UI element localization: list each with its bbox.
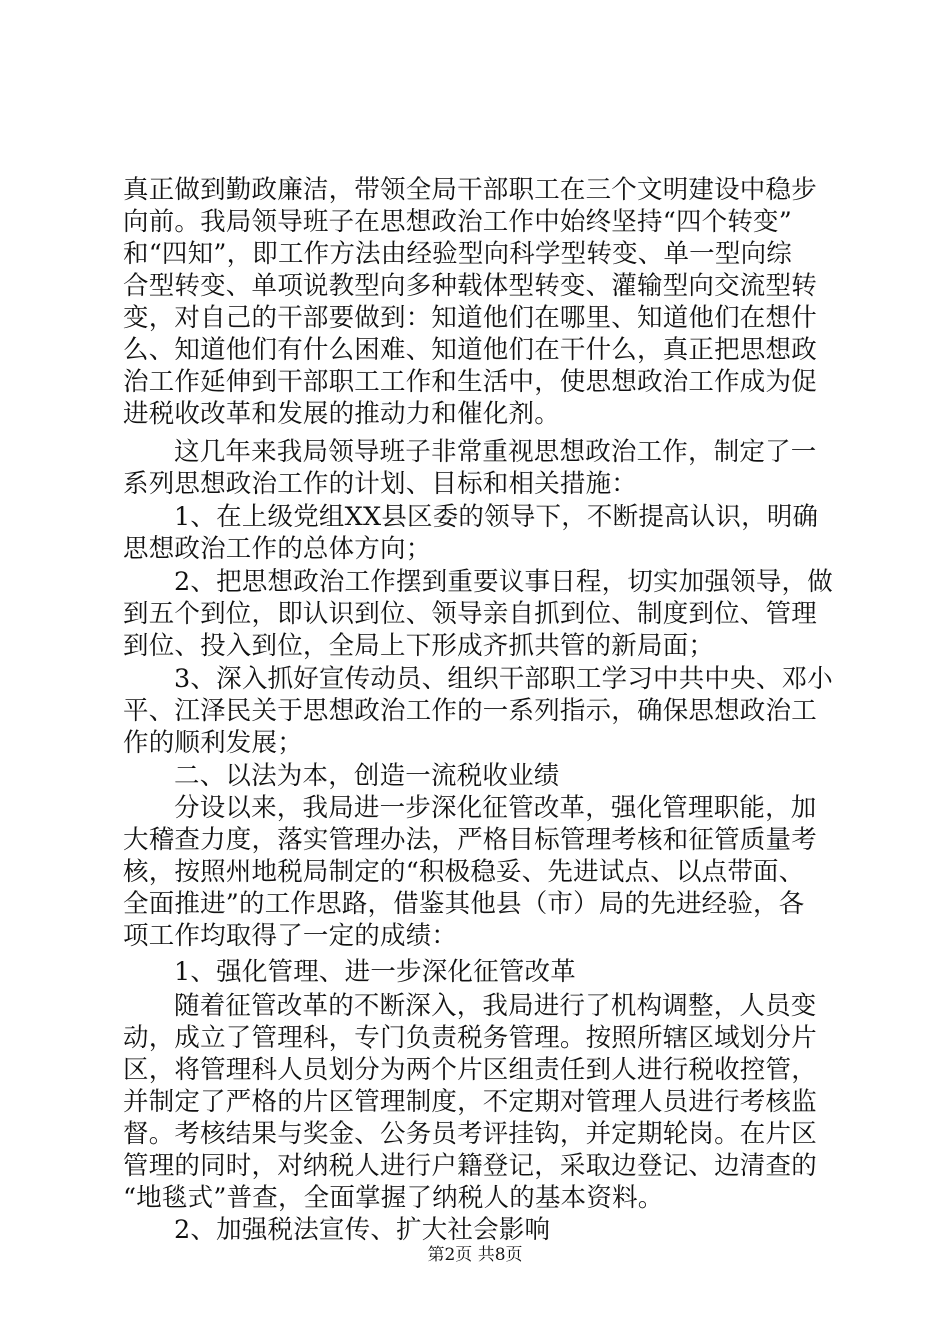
text-line: 平、江泽民关于思想政治工作的一系列指示，确保思想政治工 bbox=[123, 696, 817, 726]
text-line: 向前。我局领导班子在思想政治工作中始终坚持“四个转变” bbox=[123, 207, 792, 237]
text-line: 治工作延伸到干部职工工作和生活中，使思想政治工作成为促 bbox=[123, 367, 817, 397]
subsection-heading: 2、加强税法宣传、扩大社会影响 bbox=[174, 1215, 551, 1245]
text-line: 真正做到勤政廉洁，带领全局干部职工在三个文明建设中稳步 bbox=[123, 175, 817, 205]
text-line: 作的顺利发展； bbox=[123, 728, 303, 758]
text-line: 大稽查力度，落实管理办法，严格目标管理考核和征管质量考 bbox=[123, 825, 817, 855]
text-line: 核，按照州地税局制定的“积极稳妥、先进试点、以点带面、 bbox=[123, 857, 805, 887]
text-line: 动，成立了管理科，专门负责税务管理。按照所辖区域划分片 bbox=[123, 1023, 817, 1053]
text-line: 管理的同时，对纳税人进行户籍登记，采取边登记、边清查的 bbox=[123, 1151, 817, 1181]
text-line: 思想政治工作的总体方向； bbox=[123, 534, 432, 564]
text-line: 项工作均取得了一定的成绩： bbox=[123, 921, 458, 951]
text-line: 督。考核结果与奖金、公务员考评挂钩，并定期轮岗。在片区 bbox=[123, 1119, 817, 1149]
text-line: 2、把思想政治工作摆到重要议事日程，切实加强领导，做 bbox=[174, 567, 833, 597]
section-heading: 二、以法为本，创造一流税收业绩 bbox=[174, 761, 560, 791]
text-line: 合型转变、单项说教型向多种载体型转变、灌输型向交流型转 bbox=[123, 271, 817, 301]
text-line: 和“四知”，即工作方法由经验型向科学型转变、单一型向综 bbox=[123, 239, 792, 269]
text-line: 全面推进”的工作思路，借鉴其他县（市）局的先进经验，各 bbox=[123, 889, 805, 919]
text-line: 到五个到位，即认识到位、领导亲自抓到位、制度到位、管理 bbox=[123, 599, 817, 629]
text-line: 随着征管改革的不断深入，我局进行了机构调整，人员变 bbox=[174, 991, 817, 1021]
text-line: 区，将管理科人员划分为两个片区组责任到人进行税收控管， bbox=[123, 1055, 817, 1085]
text-line: 变，对自己的干部要做到：知道他们在哪里、知道他们在想什 bbox=[123, 303, 817, 333]
text-line: 这几年来我局领导班子非常重视思想政治工作，制定了一 bbox=[174, 437, 817, 467]
text-line: 进税收改革和发展的推动力和催化剂。 bbox=[123, 399, 560, 429]
text-line: 分设以来，我局进一步深化征管改革，强化管理职能，加 bbox=[174, 793, 817, 823]
text-line: 到位、投入到位，全局上下形成齐抓共管的新局面； bbox=[123, 631, 715, 661]
text-line: 1、在上级党组XX县区委的领导下，不断提高认识，明确 bbox=[174, 502, 819, 532]
page-number-footer: 第2页 共8页 bbox=[427, 1245, 523, 1265]
text-line: 系列思想政治工作的计划、目标和相关措施： bbox=[123, 469, 638, 499]
text-line: “地毯式”普查，全面掌握了纳税人的基本资料。 bbox=[123, 1183, 664, 1213]
text-line: 3、深入抓好宣传动员、组织干部职工学习中共中央、邓小 bbox=[174, 664, 833, 694]
text-line: 么、知道他们有什么困难、知道他们在干什么，真正把思想政 bbox=[123, 335, 817, 365]
text-line: 并制定了严格的片区管理制度，不定期对管理人员进行考核监 bbox=[123, 1087, 817, 1117]
subsection-heading: 1、强化管理、进一步深化征管改革 bbox=[174, 957, 576, 987]
